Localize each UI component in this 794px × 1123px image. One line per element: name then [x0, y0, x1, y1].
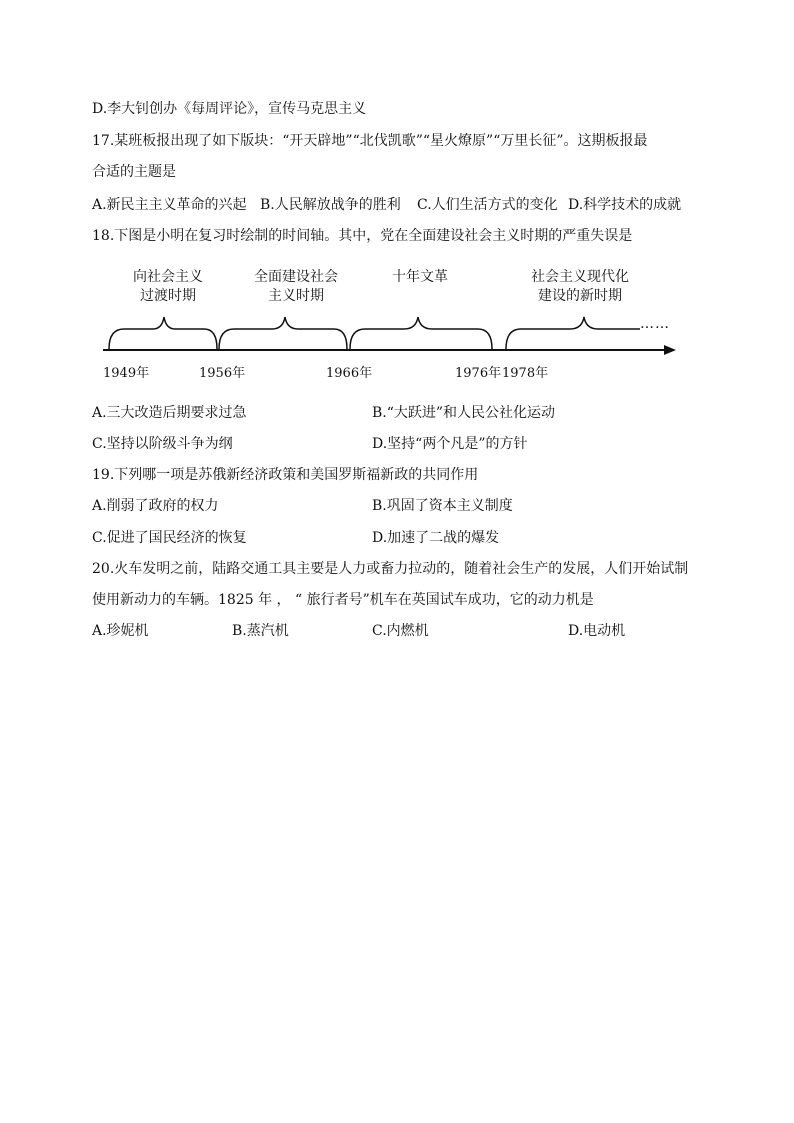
q20-stem-line1: 20.火车发明之前，陆路交通工具主要是人力或畜力拉动的，随着社会生产的发展，人们开始试制 [92, 561, 689, 577]
period-3-label [380, 268, 460, 287]
q19-option-d: D.加速了二战的爆发 [372, 530, 500, 546]
period-2-label [246, 268, 346, 306]
brace-4 [506, 317, 640, 349]
period-1-line1: 向社会主义 [133, 269, 203, 285]
timeline-ellipsis: …… [640, 316, 670, 332]
q18-option-a: A.三大改造后期要求过急 [92, 405, 247, 421]
period-1-line2: 过渡时期 [140, 288, 196, 304]
timeline-arrowhead [664, 345, 676, 355]
year-1949: 1949年 [103, 366, 150, 381]
q17-stem-line2: 合适的主题是 [92, 164, 176, 180]
brace-3 [350, 317, 492, 349]
period-1-label [124, 268, 212, 306]
q17-option-c: C.人们生活方式的变化 [417, 197, 558, 213]
year-1978: 1978年 [502, 366, 549, 381]
q18-option-b: B.“大跃进”和人民公社化运动 [372, 405, 556, 421]
period-2-line2: 主义时期 [268, 288, 324, 304]
year-1966: 1966年 [326, 366, 373, 381]
period-4-line2: 建设的新时期 [538, 288, 622, 304]
q19-stem: 19.下列哪一项是苏俄新经济政策和美国罗斯福新政的共同作用 [92, 467, 479, 483]
q20-stem-line2: 使用新动力的车辆。1825 年 ， “ 旅行者号”机车在英国试车成功，它的动力机是 [92, 592, 594, 608]
period-2-line1: 全面建设社会 [254, 269, 338, 285]
q17-stem-line1: 17.某班板报出现了如下版块：“开天辟地”“北伐凯歌”“星火燎原”“万里长征”。这期板报最 [92, 133, 648, 149]
period-4-label [520, 268, 640, 306]
q20-option-d: D.电动机 [568, 623, 626, 639]
q19-option-c: C.促进了国民经济的恢复 [92, 530, 247, 546]
brace-1 [109, 317, 217, 349]
q18-option-d: D.坚持“两个凡是”的方针 [372, 436, 528, 452]
year-1976: 1976年 [455, 366, 502, 381]
q18-option-c: C.坚持以阶级斗争为纲 [92, 436, 233, 452]
q20-option-b: B.蒸汽机 [232, 623, 289, 639]
period-3-line1: 十年文革 [392, 269, 448, 285]
period-4-line1: 社会主义现代化 [531, 269, 629, 285]
year-1956: 1956年 [199, 366, 246, 381]
q19-option-b: B.巩固了资本主义制度 [372, 498, 513, 514]
q19-option-a: A.削弱了政府的权力 [92, 498, 219, 514]
q20-option-c: C.内燃机 [372, 623, 429, 639]
q16-option-d: D.李大钊创办《每周评论》，宣传马克思主义 [92, 101, 367, 117]
q20-option-a: A.珍妮机 [92, 623, 149, 639]
brace-2 [219, 317, 347, 349]
q17-option-d: D.科学技术的成就 [568, 197, 682, 213]
q17-option-a: A.新民主主义革命的兴起 [92, 197, 247, 213]
q17-option-b: B.人民解放战争的胜利 [260, 197, 401, 213]
q18-stem: 18.下图是小明在复习时绘制的时间轴。其中，党在全面建设社会主义时期的严重失误是 [92, 228, 633, 244]
